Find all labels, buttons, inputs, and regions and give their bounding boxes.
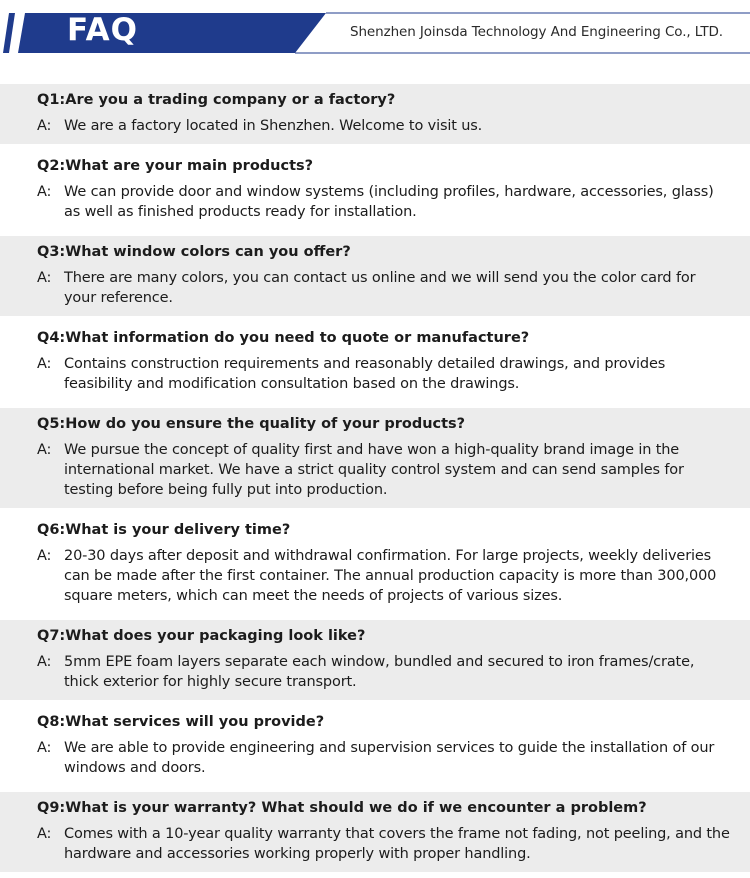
faq-question [37,328,730,348]
faq-answer [37,652,730,692]
question-label: Q4: [37,330,66,346]
faq-answer [37,440,730,500]
question-text: What are your main products? [65,158,314,174]
question-text: What window colors can you offer? [65,244,351,260]
question-label: Q6: [37,522,66,538]
faq-question [37,242,730,262]
question-label: Q8: [37,714,66,730]
answer-text: 5mm EPE foam layers separate each window, bundled and secured to iron frames/crate, thick exterior for highly secure transport. [64,654,695,690]
answer-label: A: [37,356,52,372]
answer-label: A: [37,118,52,134]
answer-label: A: [37,740,52,756]
question-label: Q1: [37,92,66,108]
header-title-band [18,13,326,53]
faq-item [0,236,750,316]
question-label: Q7: [37,628,66,644]
answer-text: 20-30 days after deposit and withdrawal confirmation. For large projects, weekly deliveries can be made after the first container. The annual production capacity is more than 300,000 square meters, which can meet the needs of projects of various sizes. [64,548,717,604]
faq-answer [37,182,730,222]
question-text: Are you a trading company or a factory? [65,92,396,108]
question-label: Q3: [37,244,66,260]
faq-question [37,712,730,732]
faq-list [0,84,750,878]
faq-answer [37,268,730,308]
header-accent-stripe [3,13,15,53]
answer-text: There are many colors, you can contact us online and we will send you the color card for your reference. [64,270,696,306]
question-label: Q5: [37,416,66,432]
faq-item [0,706,750,786]
faq-answer [37,116,730,136]
answer-label: A: [37,826,52,842]
faq-answer [37,738,730,778]
answer-text: We pursue the concept of quality first and have won a high-quality brand image in the international market. We have a strict quality control system and can send samples for testing before being fully put into production. [64,442,684,498]
faq-item [0,150,750,230]
answer-label: A: [37,654,52,670]
faq-question [37,520,730,540]
answer-text: Contains construction requirements and reasonably detailed drawings, and provides feasibility and modification consultation based on the drawings. [64,356,666,392]
answer-label: A: [37,442,52,458]
answer-text: We are a factory located in Shenzhen. Welcome to visit us. [64,118,483,134]
faq-item [0,620,750,700]
faq-answer [37,546,730,606]
answer-label: A: [37,184,52,200]
faq-question [37,156,730,176]
faq-question [37,798,730,818]
faq-question [37,414,730,434]
question-text: How do you ensure the quality of your products? [65,416,466,432]
faq-item [0,408,750,508]
question-text: What does your packaging look like? [65,628,366,644]
question-label: Q9: [37,800,66,816]
answer-text: We can provide door and window systems (including profiles, hardware, accessories, glass) as well as finished products ready for installation. [64,184,714,220]
question-label: Q2: [37,158,66,174]
page-header [0,0,750,60]
question-text: What information do you need to quote or manufacture? [65,330,530,346]
faq-item [0,322,750,402]
faq-question [37,626,730,646]
faq-item [0,792,750,872]
page-title: FAQ [67,12,138,48]
faq-answer [37,354,730,394]
faq-item [0,84,750,144]
question-text: What services will you provide? [65,714,325,730]
faq-question [37,90,730,110]
faq-answer [37,824,730,864]
faq-item [0,514,750,614]
answer-label: A: [37,548,52,564]
question-text: What is your warranty? What should we do if we encounter a problem? [65,800,647,816]
answer-label: A: [37,270,52,286]
question-text: What is your delivery time? [65,522,291,538]
company-name: Shenzhen Joinsda Technology And Engineering Co., LTD. [350,24,723,40]
answer-text: We are able to provide engineering and supervision services to guide the installation of our windows and doors. [64,740,715,776]
answer-text: Comes with a 10-year quality warranty that covers the frame not fading, not peeling, and the hardware and accessories working properly with proper handling. [64,826,730,862]
